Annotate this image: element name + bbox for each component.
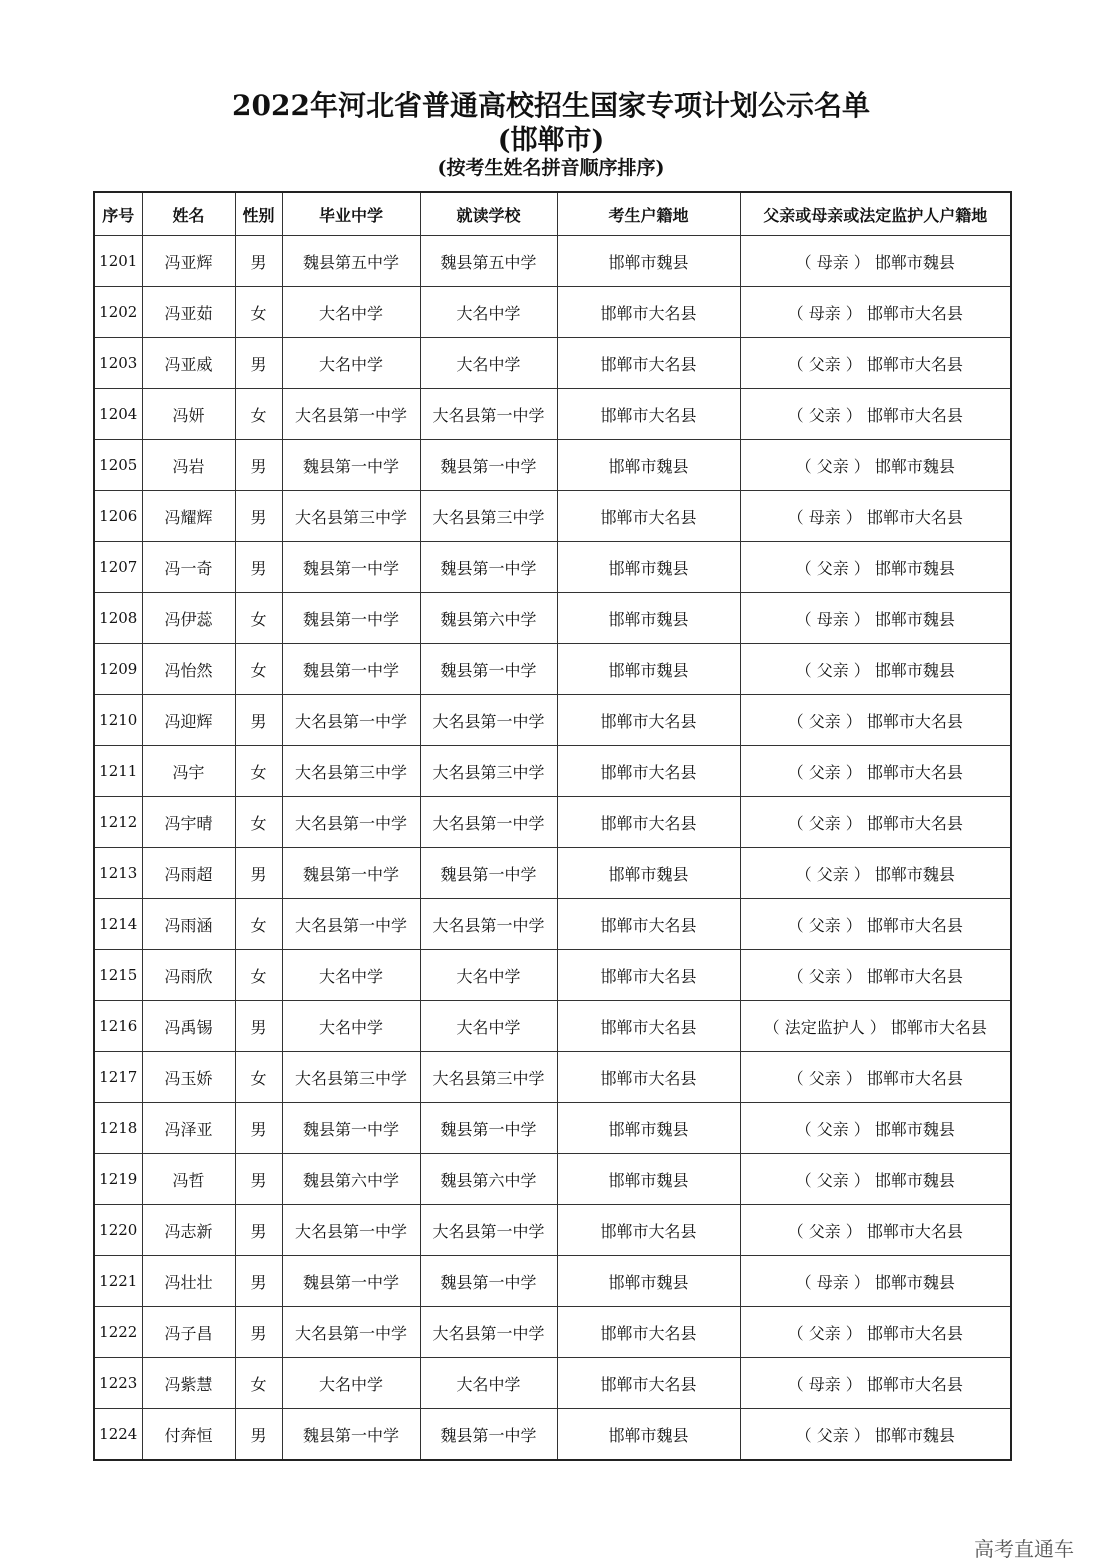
cell-current-school: 大名县第一中学 (420, 1307, 557, 1358)
cell-serial: 1207 (94, 542, 142, 593)
cell-gender: 女 (235, 644, 282, 695)
cell-name: 冯宇晴 (142, 797, 235, 848)
cell-current-school: 大名县第三中学 (420, 746, 557, 797)
cell-current-school: 魏县第一中学 (420, 1409, 557, 1461)
cell-name: 冯宇 (142, 746, 235, 797)
cell-serial: 1221 (94, 1256, 142, 1307)
cell-gender: 男 (235, 440, 282, 491)
cell-current-school: 大名中学 (420, 338, 557, 389)
cell-household-registration: 邯郸市大名县 (557, 338, 740, 389)
cell-serial: 1216 (94, 1001, 142, 1052)
table-row (94, 797, 1011, 848)
cell-gender: 女 (235, 1052, 282, 1103)
cell-serial: 1219 (94, 1154, 142, 1205)
cell-current-school: 魏县第一中学 (420, 644, 557, 695)
cell-current-school: 大名中学 (420, 287, 557, 338)
cell-gender: 男 (235, 491, 282, 542)
table-row (94, 950, 1011, 1001)
cell-serial: 1223 (94, 1358, 142, 1409)
cell-gender: 男 (235, 1409, 282, 1461)
cell-graduated-school: 大名中学 (282, 950, 420, 1001)
cell-graduated-school: 大名县第三中学 (282, 491, 420, 542)
cell-graduated-school: 魏县第一中学 (282, 593, 420, 644)
cell-serial: 1214 (94, 899, 142, 950)
cell-serial: 1209 (94, 644, 142, 695)
cell-current-school: 大名县第一中学 (420, 389, 557, 440)
table-row (94, 1154, 1011, 1205)
cell-household-registration: 邯郸市大名县 (557, 797, 740, 848)
cell-serial: 1205 (94, 440, 142, 491)
cell-gender: 女 (235, 593, 282, 644)
cell-household-registration: 邯郸市魏县 (557, 1256, 740, 1307)
cell-household-registration: 邯郸市大名县 (557, 1205, 740, 1256)
cell-serial: 1203 (94, 338, 142, 389)
cell-serial: 1208 (94, 593, 142, 644)
table-row (94, 440, 1011, 491)
cell-serial: 1215 (94, 950, 142, 1001)
cell-household-registration: 邯郸市大名县 (557, 950, 740, 1001)
sort-note: (按考生姓名拼音顺序排序) (437, 157, 665, 179)
table-row (94, 1307, 1011, 1358)
cell-guardian-registration: （ 父亲 ） 邯郸市大名县 (740, 1052, 1011, 1103)
cell-graduated-school: 大名中学 (282, 1358, 420, 1409)
table-row (94, 1358, 1011, 1409)
cell-gender: 男 (235, 848, 282, 899)
cell-guardian-registration: （ 父亲 ） 邯郸市大名县 (740, 899, 1011, 950)
header-serial: 序号 (94, 192, 142, 236)
table-row (94, 389, 1011, 440)
cell-current-school: 魏县第一中学 (420, 848, 557, 899)
cell-name: 冯雨超 (142, 848, 235, 899)
cell-gender: 男 (235, 1103, 282, 1154)
cell-current-school: 大名县第一中学 (420, 1205, 557, 1256)
cell-guardian-registration: （ 父亲 ） 邯郸市大名县 (740, 389, 1011, 440)
table-row (94, 593, 1011, 644)
cell-gender: 男 (235, 1307, 282, 1358)
cell-current-school: 大名中学 (420, 950, 557, 1001)
cell-name: 冯耀辉 (142, 491, 235, 542)
cell-name: 冯伊蕊 (142, 593, 235, 644)
cell-current-school: 魏县第一中学 (420, 1256, 557, 1307)
cell-current-school: 大名中学 (420, 1358, 557, 1409)
header-gender: 性别 (235, 192, 282, 236)
cell-graduated-school: 大名中学 (282, 338, 420, 389)
cell-current-school: 大名县第一中学 (420, 695, 557, 746)
cell-gender: 男 (235, 1205, 282, 1256)
cell-name: 付奔恒 (142, 1409, 235, 1461)
table-row (94, 695, 1011, 746)
cell-household-registration: 邯郸市魏县 (557, 593, 740, 644)
cell-graduated-school: 魏县第一中学 (282, 1256, 420, 1307)
table-row (94, 236, 1011, 287)
cell-gender: 男 (235, 542, 282, 593)
cell-guardian-registration: （ 父亲 ） 邯郸市大名县 (740, 695, 1011, 746)
cell-gender: 女 (235, 389, 282, 440)
cell-serial: 1211 (94, 746, 142, 797)
cell-graduated-school: 大名中学 (282, 1001, 420, 1052)
cell-gender: 男 (235, 236, 282, 287)
cell-guardian-registration: （ 父亲 ） 邯郸市大名县 (740, 1205, 1011, 1256)
cell-guardian-registration: （ 父亲 ） 邯郸市大名县 (740, 746, 1011, 797)
cell-serial: 1210 (94, 695, 142, 746)
cell-graduated-school: 魏县第一中学 (282, 542, 420, 593)
cell-serial: 1202 (94, 287, 142, 338)
cell-name: 冯玉娇 (142, 1052, 235, 1103)
cell-serial: 1212 (94, 797, 142, 848)
cell-household-registration: 邯郸市大名县 (557, 1001, 740, 1052)
cell-household-registration: 邯郸市魏县 (557, 542, 740, 593)
table-row (94, 1256, 1011, 1307)
cell-guardian-registration: （ 母亲 ） 邯郸市魏县 (740, 236, 1011, 287)
cell-current-school: 魏县第一中学 (420, 542, 557, 593)
cell-graduated-school: 大名县第一中学 (282, 899, 420, 950)
cell-name: 冯志新 (142, 1205, 235, 1256)
table-row (94, 1103, 1011, 1154)
cell-name: 冯哲 (142, 1154, 235, 1205)
cell-name: 冯子昌 (142, 1307, 235, 1358)
watermark: 高考直通车 (974, 1537, 1074, 1561)
cell-guardian-registration: （ 父亲 ） 邯郸市大名县 (740, 797, 1011, 848)
cell-name: 冯亚茹 (142, 287, 235, 338)
cell-guardian-registration: （ 父亲 ） 邯郸市魏县 (740, 1103, 1011, 1154)
cell-graduated-school: 魏县第一中学 (282, 440, 420, 491)
cell-current-school: 魏县第一中学 (420, 440, 557, 491)
cell-serial: 1201 (94, 236, 142, 287)
cell-graduated-school: 大名县第三中学 (282, 1052, 420, 1103)
cell-guardian-registration: （ 法定监护人 ） 邯郸市大名县 (740, 1001, 1011, 1052)
cell-guardian-registration: （ 母亲 ） 邯郸市大名县 (740, 287, 1011, 338)
cell-household-registration: 邯郸市大名县 (557, 1358, 740, 1409)
cell-guardian-registration: （ 父亲 ） 邯郸市魏县 (740, 542, 1011, 593)
cell-name: 冯迎辉 (142, 695, 235, 746)
table-row (94, 338, 1011, 389)
document-subtitle: (邯郸市) (497, 125, 605, 156)
cell-serial: 1213 (94, 848, 142, 899)
cell-guardian-registration: （ 父亲 ） 邯郸市魏县 (740, 848, 1011, 899)
header-guardian-registration: 父亲或母亲或法定监护人户籍地 (740, 192, 1011, 236)
cell-guardian-registration: （ 母亲 ） 邯郸市大名县 (740, 1358, 1011, 1409)
cell-graduated-school: 大名县第一中学 (282, 797, 420, 848)
cell-household-registration: 邯郸市大名县 (557, 899, 740, 950)
cell-guardian-registration: （ 父亲 ） 邯郸市大名县 (740, 1307, 1011, 1358)
cell-current-school: 魏县第五中学 (420, 236, 557, 287)
cell-current-school: 魏县第六中学 (420, 1154, 557, 1205)
cell-name: 冯雨欣 (142, 950, 235, 1001)
cell-guardian-registration: （ 母亲 ） 邯郸市魏县 (740, 593, 1011, 644)
cell-name: 冯壮壮 (142, 1256, 235, 1307)
table-row (94, 848, 1011, 899)
cell-serial: 1206 (94, 491, 142, 542)
table-row (94, 644, 1011, 695)
cell-gender: 男 (235, 338, 282, 389)
cell-serial: 1218 (94, 1103, 142, 1154)
cell-guardian-registration: （ 父亲 ） 邯郸市魏县 (740, 1409, 1011, 1461)
cell-guardian-registration: （ 父亲 ） 邯郸市魏县 (740, 644, 1011, 695)
cell-name: 冯禹锡 (142, 1001, 235, 1052)
cell-gender: 女 (235, 1358, 282, 1409)
table-row (94, 1052, 1011, 1103)
cell-current-school: 魏县第一中学 (420, 1103, 557, 1154)
cell-current-school: 大名县第一中学 (420, 899, 557, 950)
cell-guardian-registration: （ 父亲 ） 邯郸市大名县 (740, 950, 1011, 1001)
cell-guardian-registration: （ 父亲 ） 邯郸市魏县 (740, 1154, 1011, 1205)
cell-household-registration: 邯郸市大名县 (557, 287, 740, 338)
cell-household-registration: 邯郸市魏县 (557, 1154, 740, 1205)
cell-graduated-school: 魏县第一中学 (282, 848, 420, 899)
table-header-row (94, 192, 1011, 236)
cell-household-registration: 邯郸市大名县 (557, 1307, 740, 1358)
cell-serial: 1217 (94, 1052, 142, 1103)
cell-gender: 女 (235, 950, 282, 1001)
cell-name: 冯亚辉 (142, 236, 235, 287)
cell-graduated-school: 魏县第一中学 (282, 644, 420, 695)
cell-household-registration: 邯郸市大名县 (557, 1052, 740, 1103)
cell-name: 冯雨涵 (142, 899, 235, 950)
cell-current-school: 大名中学 (420, 1001, 557, 1052)
cell-serial: 1204 (94, 389, 142, 440)
cell-gender: 男 (235, 695, 282, 746)
cell-household-registration: 邯郸市魏县 (557, 1103, 740, 1154)
table-row (94, 746, 1011, 797)
cell-name: 冯亚威 (142, 338, 235, 389)
cell-graduated-school: 大名县第一中学 (282, 1205, 420, 1256)
cell-guardian-registration: （ 父亲 ） 邯郸市魏县 (740, 440, 1011, 491)
cell-gender: 女 (235, 797, 282, 848)
cell-household-registration: 邯郸市大名县 (557, 746, 740, 797)
cell-graduated-school: 魏县第一中学 (282, 1103, 420, 1154)
table-row (94, 491, 1011, 542)
cell-gender: 男 (235, 1001, 282, 1052)
header-graduated-school: 毕业中学 (282, 192, 420, 236)
cell-current-school: 大名县第三中学 (420, 491, 557, 542)
cell-guardian-registration: （ 父亲 ） 邯郸市大名县 (740, 338, 1011, 389)
cell-household-registration: 邯郸市魏县 (557, 848, 740, 899)
cell-graduated-school: 魏县第五中学 (282, 236, 420, 287)
table-row (94, 1205, 1011, 1256)
cell-name: 冯一奇 (142, 542, 235, 593)
cell-household-registration: 邯郸市魏县 (557, 236, 740, 287)
document-title: 2022年河北省普通高校招生国家专项计划公示名单 (232, 89, 870, 122)
header-household-registration: 考生户籍地 (557, 192, 740, 236)
cell-guardian-registration: （ 母亲 ） 邯郸市大名县 (740, 491, 1011, 542)
cell-name: 冯岩 (142, 440, 235, 491)
cell-household-registration: 邯郸市大名县 (557, 491, 740, 542)
cell-gender: 男 (235, 1256, 282, 1307)
cell-household-registration: 邯郸市大名县 (557, 695, 740, 746)
cell-serial: 1224 (94, 1409, 142, 1461)
cell-household-registration: 邯郸市魏县 (557, 1409, 740, 1461)
cell-name: 冯泽亚 (142, 1103, 235, 1154)
cell-graduated-school: 魏县第六中学 (282, 1154, 420, 1205)
table-row (94, 542, 1011, 593)
cell-name: 冯怡然 (142, 644, 235, 695)
cell-name: 冯紫慧 (142, 1358, 235, 1409)
header-current-school: 就读学校 (420, 192, 557, 236)
cell-gender: 女 (235, 746, 282, 797)
cell-current-school: 大名县第三中学 (420, 1052, 557, 1103)
cell-guardian-registration: （ 母亲 ） 邯郸市魏县 (740, 1256, 1011, 1307)
cell-serial: 1222 (94, 1307, 142, 1358)
cell-gender: 女 (235, 899, 282, 950)
table-row (94, 1001, 1011, 1052)
cell-household-registration: 邯郸市魏县 (557, 644, 740, 695)
cell-household-registration: 邯郸市魏县 (557, 440, 740, 491)
cell-graduated-school: 魏县第一中学 (282, 1409, 420, 1461)
cell-serial: 1220 (94, 1205, 142, 1256)
table-body (94, 236, 1011, 1461)
table-row (94, 287, 1011, 338)
cell-household-registration: 邯郸市大名县 (557, 389, 740, 440)
cell-graduated-school: 大名县第三中学 (282, 746, 420, 797)
cell-graduated-school: 大名中学 (282, 287, 420, 338)
cell-graduated-school: 大名县第一中学 (282, 1307, 420, 1358)
table-row (94, 1409, 1011, 1461)
cell-name: 冯妍 (142, 389, 235, 440)
cell-graduated-school: 大名县第一中学 (282, 389, 420, 440)
cell-current-school: 大名县第一中学 (420, 797, 557, 848)
header-name: 姓名 (142, 192, 235, 236)
cell-current-school: 魏县第六中学 (420, 593, 557, 644)
cell-graduated-school: 大名县第一中学 (282, 695, 420, 746)
table-row (94, 899, 1011, 950)
cell-gender: 男 (235, 1154, 282, 1205)
cell-gender: 女 (235, 287, 282, 338)
roster-table (93, 191, 1012, 1461)
